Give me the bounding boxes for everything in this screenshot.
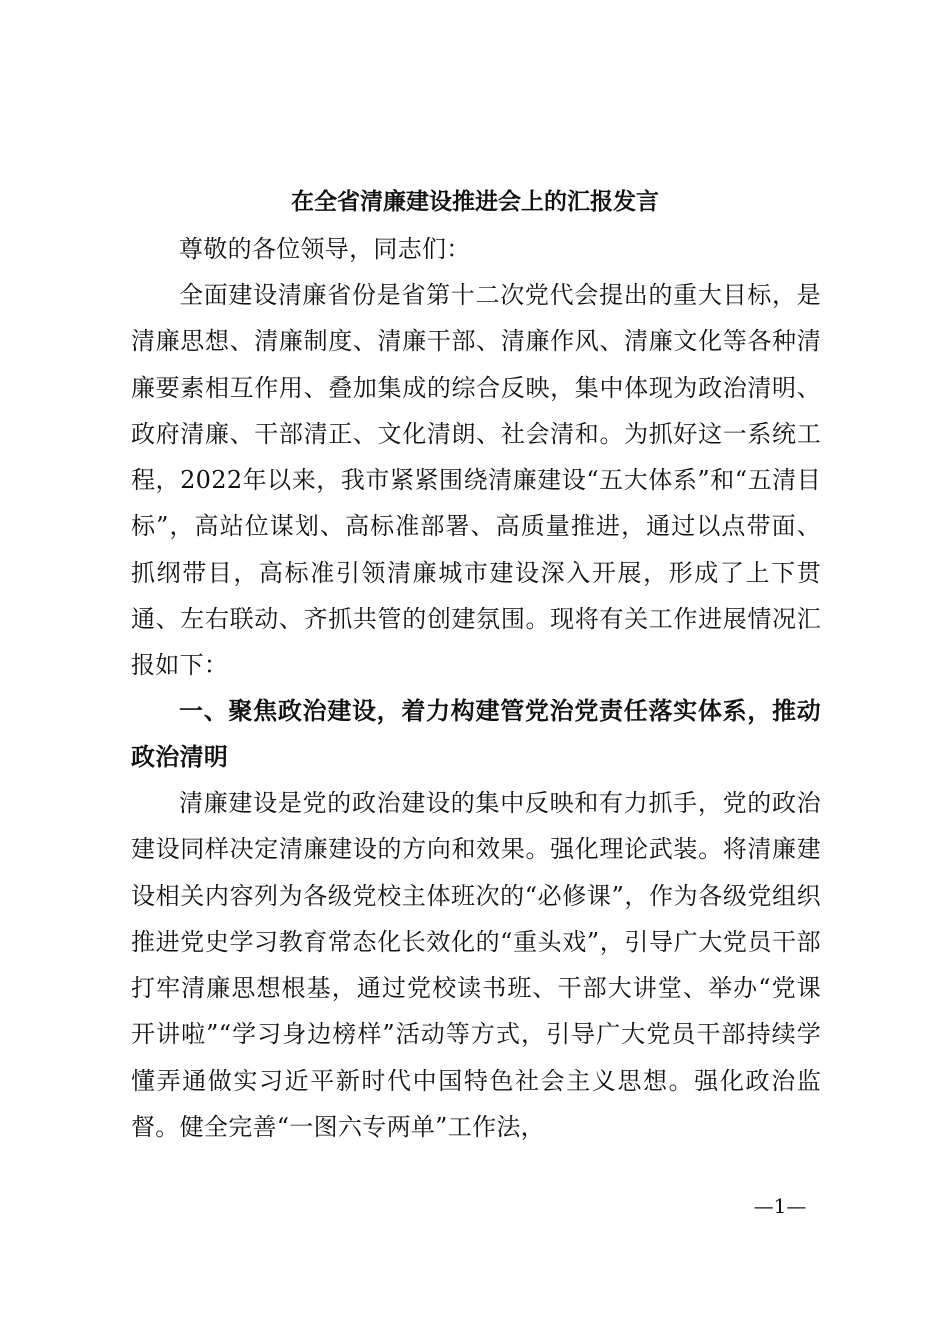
paragraph-section-1: 清廉建设是党的政治建设的集中反映和有力抓手，党的政治建设同样决定清廉建设的方向和效果。强化理论武装。将清廉建设相关内容列为各级党校主体班次的“必修课”，作为各级党组织推进党史学习教育常态化长效化的“重头戏”，引导广大党员干部打牢清廉思想根基，通过党校读书班、干部大讲堂、举办“党课开讲啦”“学习身边榜样”活动等方式，引导广大党员干部持续学懂弄通做实习近平新时代中国特色社会主义思想。强化政治监督。健全完善“一图六专两单”工作法， [131, 789, 821, 1142]
section-heading-1: 一、聚焦政治建设，着力构建管党治党责任落实体系，推动政治清明 [131, 697, 821, 772]
page-number: —1— [753, 1194, 807, 1218]
greeting: 尊敬的各位领导，同志们： [179, 235, 471, 263]
paragraph-intro: 全面建设清廉省份是省第十二次党代会提出的重大目标，是清廉思想、清廉制度、清廉干部、清廉作风、清廉文化等各种清廉要素相互作用、叠加集成的综合反映，集中体现为政治清明、政府清廉、干部清正、文化清朗、社会清和。为抓好这一系统工程，2022年以来，我市紧紧围绕清廉建设“五大体系”和“五清目标”，高站位谋划、高标准部署、高质量推进，通过以点带面、抓纲带目，高标准引领清廉城市建设深入开展，形成了上下贯通、左右联动、齐抓共管的创建氛围。现将有关工作进展情况汇报如下： [131, 281, 821, 680]
document-title: 在全省清廉建设推进会上的汇报发言 [291, 188, 659, 215]
